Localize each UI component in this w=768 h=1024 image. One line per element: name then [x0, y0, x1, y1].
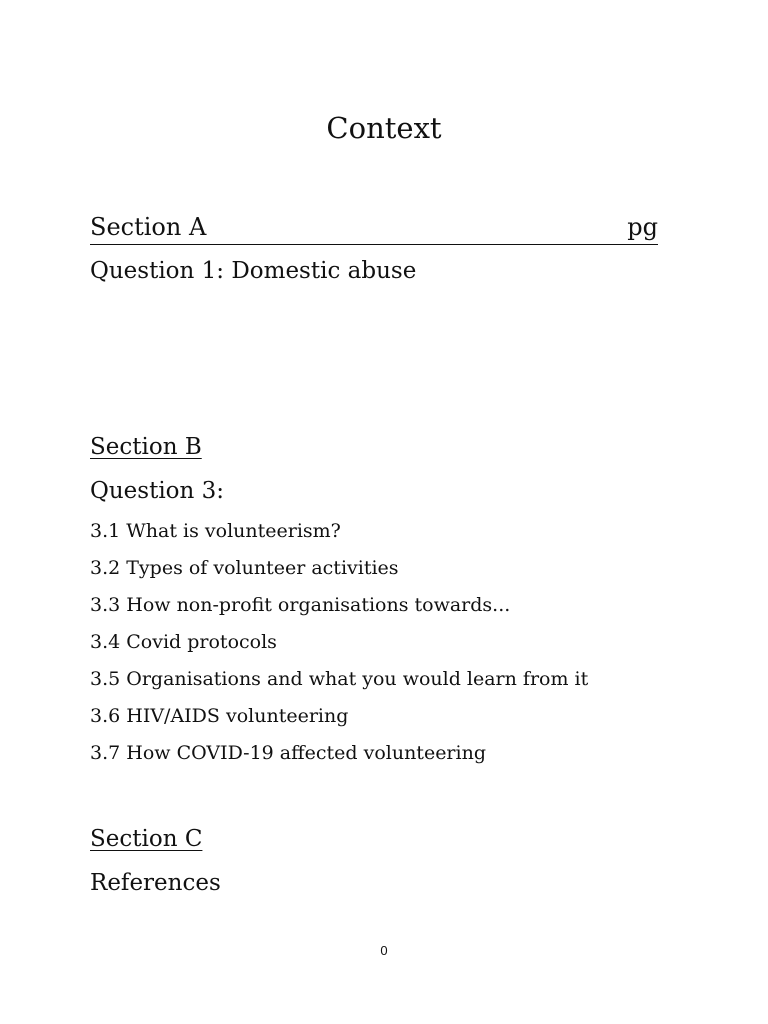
page-title: Context: [326, 111, 442, 145]
list-item-3-5: 3.5 Organisations and what you would learn from it: [90, 668, 589, 690]
list-item-3-6: 3.6 HIV/AIDS volunteering: [90, 705, 349, 727]
list-item-3-2: 3.2 Types of volunteer activities: [90, 557, 399, 579]
question-3: Question 3:: [90, 478, 225, 504]
list-item-3-7: 3.7 How COVID-19 affected volunteering: [90, 742, 486, 764]
section-a-heading-row: [90, 210, 658, 245]
page-column-label: pg: [627, 213, 658, 241]
list-item-3-3: 3.3 How non-profit organisations towards...: [90, 594, 511, 616]
question-1: Question 1: Domestic abuse: [90, 258, 417, 284]
section-c-heading: Section C: [90, 826, 203, 852]
page-number: 0: [380, 943, 388, 958]
references-item: References: [90, 870, 221, 896]
section-a-heading: Section A: [90, 213, 207, 241]
list-item-3-4: 3.4 Covid protocols: [90, 631, 277, 653]
section-b-heading: Section B: [90, 434, 202, 460]
list-item-3-1: 3.1 What is volunteerism?: [90, 520, 341, 542]
